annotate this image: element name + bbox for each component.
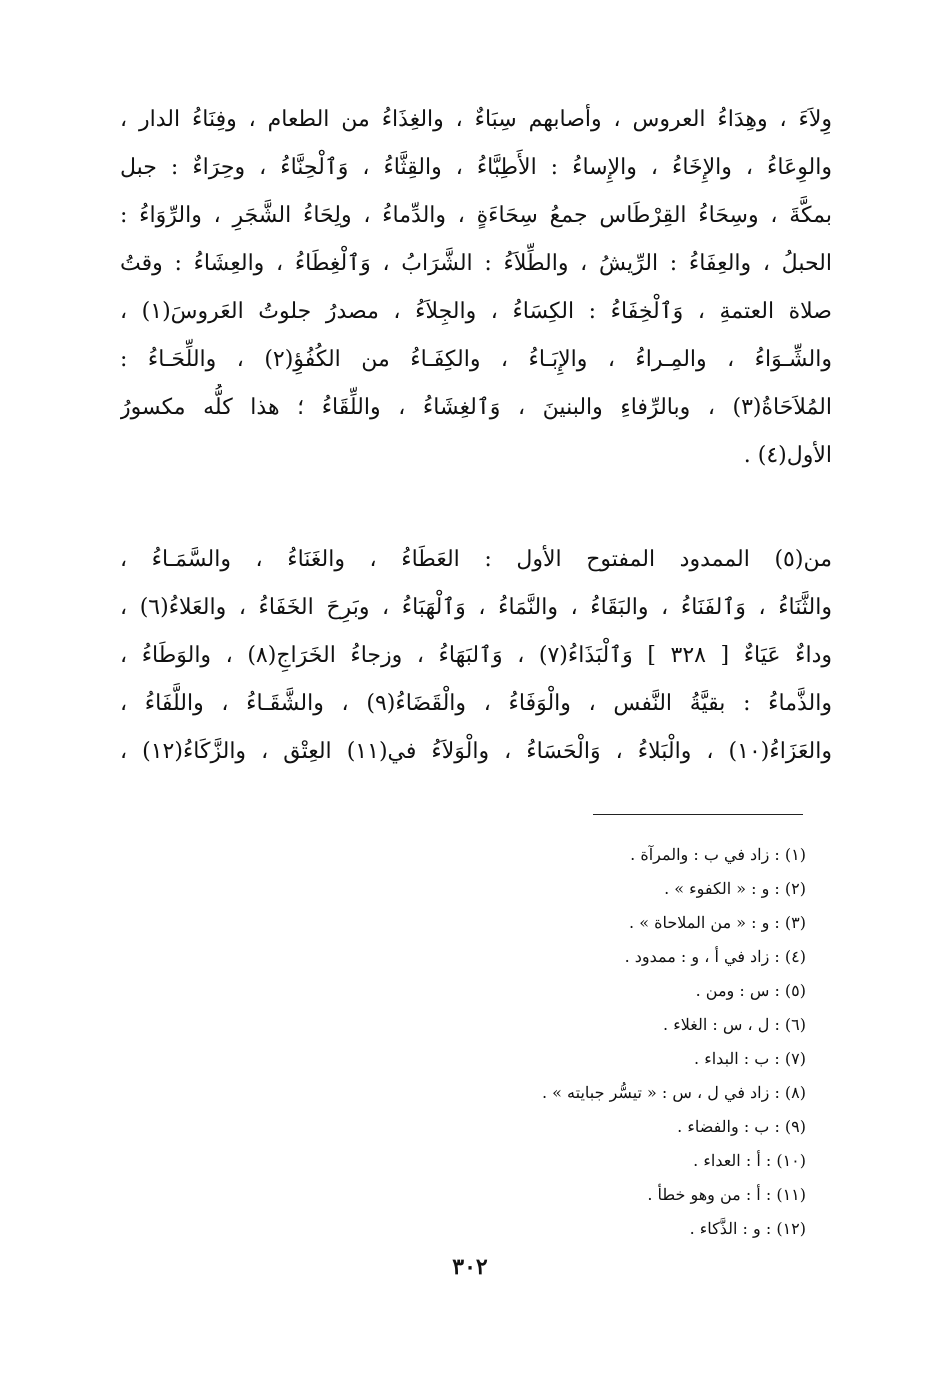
text-line: والعَزَاءُ(١٠) ، والْبَلاءُ ، وَالْحَسَاءُ ، والْوَلاَءُ في(١١) العِتْق ، والزَّكَاءُ(١٢) ، bbox=[120, 739, 832, 764]
text-line: الأول(٤) . bbox=[743, 443, 832, 468]
paragraph-kasr bbox=[120, 96, 832, 480]
paragraph-fath bbox=[120, 536, 832, 776]
footnote: (٤) : زاد في أ ، و : ممدود . bbox=[624, 947, 806, 966]
text-line: المُلاَحَاةُ(٣) ، وبالرِّفاءِ والبنينَ ، وَٱلغِشَاءُ ، واللِّقَاءُ ؛ هذا كلُّه مكسورُ bbox=[120, 395, 832, 420]
text-line: والوِعَاءُ ، والإِخَاءُ ، والإِساءُ : الأَطِبَّاءُ ، والقِثَّاءُ ، وَٱلْحِنَّاءُ ، وحِرَاءٌ : جبل bbox=[120, 155, 832, 180]
footnote: (٧) : ب : البداء . bbox=[694, 1049, 806, 1068]
footnotes bbox=[346, 838, 806, 1246]
text-line: والثَّنَاءُ ، وَٱلفَنَاءُ ، والبَقَاءُ ، والنَّمَاءُ ، وَٱلْهَبَاءُ ، وبَرِحَ الخَفَاءُ ، والعَلاءُ(٦) ، bbox=[120, 595, 832, 620]
footnote: (٩) : ب : والفضاء . bbox=[677, 1117, 806, 1136]
footnote: (٢) : و : « الكفوء » . bbox=[664, 879, 806, 898]
text-line: وِلاَءَ ، وهِدَاءُ العروس ، وأصابهم سِبَاءٌ ، والغِذَاءُ من الطعام ، وفِنَاءُ الدار ، bbox=[120, 107, 832, 132]
footnote: (٥) : س : ومن . bbox=[695, 981, 806, 1000]
text-line: والذَّماءُ : بقيَّةُ النَّفس ، والْوَفَاءُ ، والْقَضَاءُ(٩) ، والشَّقَـاءُ ، واللَّفَاءُ ، bbox=[120, 691, 832, 716]
footnote: (٣) : و : « من الملاحاة » . bbox=[629, 913, 806, 932]
text-line: وداءٌ عَيَاءٌ [ ٣٢٨ ] وَٱلْبَذَاءُ(٧) ، وَٱلبَهَاءُ ، وزجاءُ الخَرَاجِ(٨) ، والوَطَاءُ ، bbox=[120, 643, 832, 668]
footnote: (١١) : أ : من وهو خطأ . bbox=[647, 1185, 806, 1204]
text-line: والشِّـوَاءُ ، والمِـراءُ ، والإِبَـاءُ ، والكِفَـاءُ من الكُفُؤِ(٢) ، واللِّحَـاءُ : bbox=[120, 347, 832, 372]
footnote: (١٢) : و : الذَّكاء . bbox=[689, 1219, 806, 1238]
text-line: صلاة العتمةِ ، وَٱلْخِفَاءُ : الكِسَاءُ ، والجِلاَءُ ، مصدرُ جلوتُ العَروسَ(١) ، bbox=[120, 299, 832, 324]
footnote: (١٠) : أ : العداء . bbox=[693, 1151, 806, 1170]
text-line: من(٥) الممدود المفتوح الأول : العَطَاءُ ، والغَنَاءُ ، والسَّمَـاءُ ، bbox=[120, 547, 832, 572]
footnote: (١) : زاد في ب : والمرآة . bbox=[630, 845, 806, 864]
page-number: ٣٠٢ bbox=[452, 1254, 488, 1280]
text-line: بمكَّةَ ، وسِحَاءُ القِرْطَاس جمعُ سِحَاءَةٍ ، والدِّماءُ ، ولِحَاءُ الشَّجَرِ ، والرِّوَاءُ : bbox=[120, 203, 832, 228]
footnote-separator bbox=[593, 814, 803, 815]
text-line: الحبلُ ، والعِفَاءُ : الرِّيشُ ، والطِّلاَءُ : الشَّرَابُ ، وَٱلْغِطَاءُ ، والعِشَاءُ : وقتُ bbox=[120, 251, 832, 276]
footnote: (٦) : ل ، س : الغلاء . bbox=[663, 1015, 806, 1034]
footnote: (٨) : زاد في ل ، س : « تيسُّر جبايته » . bbox=[542, 1083, 806, 1102]
